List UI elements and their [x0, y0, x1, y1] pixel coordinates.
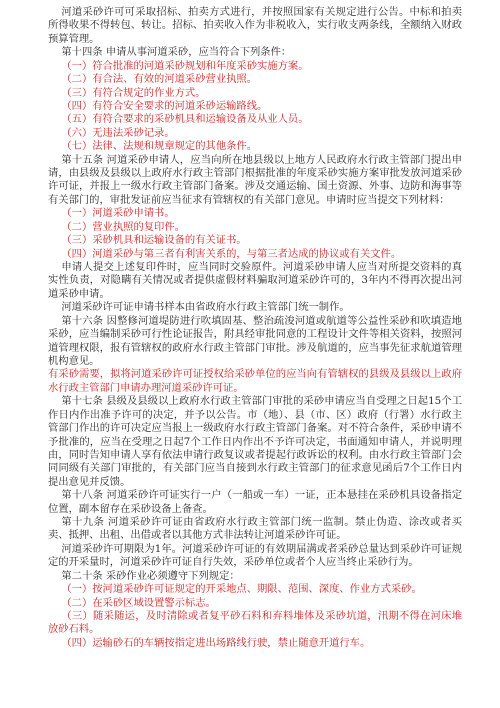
paragraph-highlight: 有采砂需要，拟将河道采砂许可证授权给采砂单位的应当向有管辖权的县级及县级以上政府水行政主管部门申请办理河道采砂许可证。: [48, 368, 462, 394]
article-heading: 第十四条 申请从事河道采砂，应当符合下列条件：: [61, 46, 292, 59]
paragraph: 第十八条 河道采砂许可证实行一户（一船或一车）一证，正本悬挂在采砂机具设备指定位置，副本留存在采砂设备上备查。: [48, 489, 462, 515]
paragraph: 第十五条 河道采砂申请人，应当向所在地县级以上地方人民政府水行政主管部门提出申请，由县级及县级以上政府水行政主管部门根据批准的年度采砂实施方案审批发放河道采砂许可证，并报上一级水行政主管部门备案。涉及交通运输、国土资源、外事、边防和海事等有关部门的，审批发证前应当征求有管辖权的有关部门意见。申请时应当提交下列材料：: [48, 153, 462, 206]
paragraph: 河道采砂许可可采取招标、拍卖方式进行，并按照国家有关规定进行公告。中标和拍卖所得收果不得转包、转让。招标、拍卖收入作为非税收入，实行收支两条线，全额纳入财政预算管理。: [48, 6, 462, 45]
list-item: （一）符合批准的河道采砂规划和年度采砂实施方案。: [61, 59, 309, 72]
list-item: （四）河道采砂与第三者有利害关系的，与第三者达成的协议或有关文件。: [61, 247, 402, 260]
list-item: （三）采砂机具和运输设备的有关证书。: [61, 234, 247, 247]
list-item: （三）有符合规定的作业方式。: [61, 86, 206, 99]
list-item: （一）按河道采砂许可证规定的开采地点、期限、范围、深度、作业方式采砂。: [61, 583, 422, 596]
list-item: （四）运输砂石的车辆按指定进出场路线行驶，禁止随意开道行车。: [61, 636, 371, 649]
paragraph: 第十九条 河道采砂许可证由省政府水行政主管部门统一监制。禁止伪造、涂改或者买卖、抵押、出租、出借或者以其他方式非法转让河道采砂许可证。: [48, 516, 462, 542]
list-item: （四）有符合安全要求的河道采砂运输路线。: [61, 99, 268, 112]
list-item: （一）河道采砂申请书。: [61, 207, 175, 220]
list-item: （二）在采砂区域设置警示标志。: [61, 596, 216, 609]
list-item: （六）无违法采砂记录。: [61, 126, 175, 139]
list-item: （五）有符合要求的采砂机具和运输设备及从业人员。: [61, 113, 309, 126]
document-page: [48, 0, 462, 650]
paragraph: 河道采砂许可证申请书样本由省政府水行政主管部门统一制作。: [61, 301, 350, 314]
list-item: （三）随采随运，及时清除或者复平砂石料和弃料堆体及采砂坑道，汛期不得在河床堆放砂石料。: [48, 609, 462, 636]
list-item: （二）有合法、有效的河道采砂营业执照。: [61, 73, 258, 86]
article-heading: 第二十条 采砂作业必须遵守下列规定：: [61, 569, 240, 582]
paragraph: 第十六条 因整修河道堤防进行吹填固基、整治疏浚河道或航道等公益性采砂和吹填造地采砂，应当编制采砂可行性论证报告，附具经审批同意的工程设计文件等相关资料，按照河道管理权限，报有管辖权的政府水行政主管部门审批。涉及航道的，应当事先征求航道管理机构意见。: [48, 314, 462, 367]
list-item: （二）营业执照的复印件。: [61, 220, 185, 233]
paragraph: 申请人提交上述复印件时，应当同时交验原件。河道采砂申请人应当对所提交资料的真实性负责，对隐瞒有关情况或者提供虚假材料骗取河道采砂许可的，3年内不得再次提出河道采砂申请。: [48, 261, 462, 300]
paragraph: 第十七条 县级及县级以上政府水行政主管部门审批的采砂申请应当自受理之日起15个工作日内作出准予许可的决定，并予以公告。市（地）、县（市、区）政府（行署）水行政主管部门作出的许可决定应当报上一级政府水行政主管部门备案。对不符合条件，采砂申请不予批准的，应当在受理之日起7个工作日内作出不予许可决定，书面通知申请人，并说明理由，同时告知申请人享有依法申请行政复议或者提起行政诉讼的权利。由水行政主管部门会同同级有关部门审批的，有关部门应当自接到水行政主管部门的征求意见函后7个工作日内提出意见并反馈。: [48, 395, 462, 488]
paragraph: 河道采砂许可期限为1年。河道采砂许可证的有效期届满或者采砂总量达到采砂许可证规定的开采量时，河道采砂许可证自行失效，采砂单位或者个人应当终止采砂行为。: [48, 542, 462, 569]
list-item: （七）法律、法规和规章规定的其他条件。: [61, 140, 258, 153]
